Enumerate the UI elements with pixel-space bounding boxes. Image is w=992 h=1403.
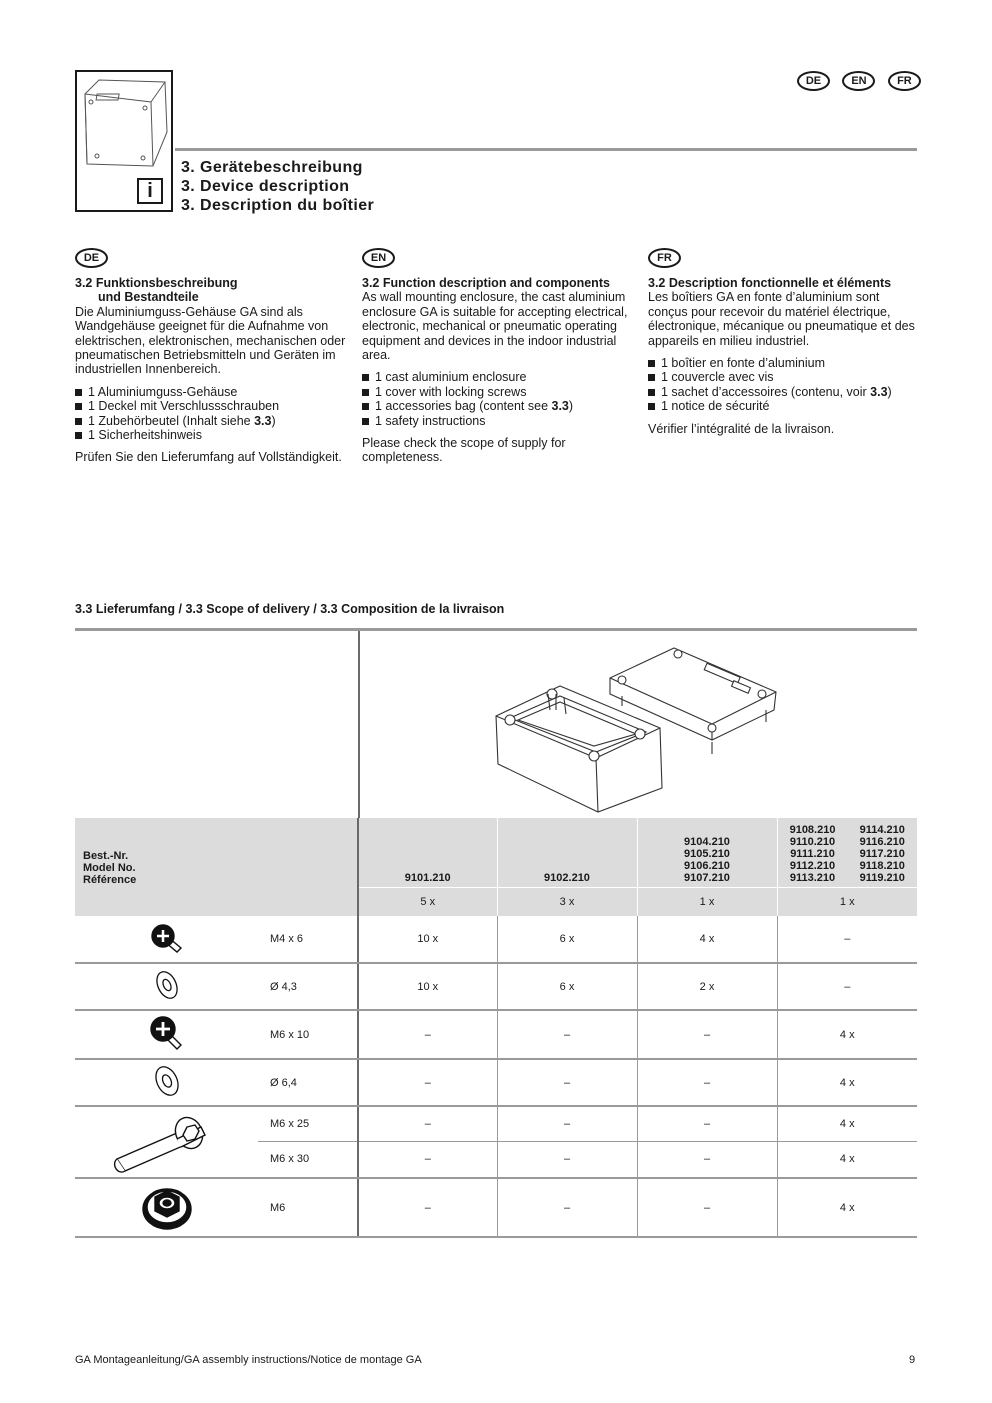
column-en	[362, 248, 634, 465]
footnote-fr: Vérifier l’intégralité de la livraison.	[648, 421, 835, 436]
list-item: 1 safety instructions	[362, 414, 634, 428]
model-code: 9114.210	[859, 824, 905, 836]
heading-line: und Bestandteile	[98, 290, 199, 305]
lang-badge-de: DE	[797, 71, 830, 91]
table-top-rule	[75, 628, 917, 631]
list-item: 1 sachet d’accessoires (contenu, voir 3.3)	[648, 385, 920, 399]
info-icon: i	[137, 178, 163, 204]
list-item: 1 boîtier en fonte d’aluminium	[648, 356, 920, 370]
qty-cell: 4 x	[777, 1010, 917, 1059]
lang-badge-fr: FR	[648, 248, 681, 268]
size-cell: M6 x 25	[258, 1106, 358, 1141]
model-codes-9108-9119	[777, 818, 917, 888]
qty-cell: –	[637, 1106, 777, 1141]
model-code: 9113.210	[789, 872, 836, 884]
screw-icon-cell	[75, 1010, 258, 1059]
section-heading-de	[75, 276, 347, 305]
qty-cell: –	[637, 1010, 777, 1059]
language-badges	[797, 71, 921, 91]
qty-cell: 4 x	[777, 1106, 917, 1141]
lang-badge-de: DE	[75, 248, 108, 268]
column-fr	[648, 248, 920, 436]
nut-icon-cell	[75, 1178, 258, 1237]
label-line: Model No.	[83, 862, 136, 874]
qty-cell: 4 x	[777, 1059, 917, 1106]
footnote-de: Prüfen Sie den Lieferumfang auf Vollständigkeit.	[75, 450, 342, 465]
table-row	[75, 1178, 917, 1237]
footnote-en: Please check the scope of supply for completeness.	[362, 436, 566, 465]
model-code: 9111.210	[790, 848, 835, 860]
qty-cell: 10 x	[358, 963, 497, 1010]
qty-cell: –	[358, 1141, 497, 1178]
size-cell: M6 x 30	[258, 1141, 358, 1178]
qty-cell: –	[497, 1059, 637, 1106]
flange-nut-icon	[135, 1179, 199, 1233]
table-row	[75, 1010, 917, 1059]
list-item: 1 accessories bag (content see 3.3)	[362, 399, 634, 413]
model-code: 9110.210	[789, 836, 836, 848]
qty-cell: 6 x	[497, 963, 637, 1010]
enclosure-qty: 3 x	[497, 888, 637, 917]
component-list-fr	[648, 356, 920, 414]
header-enclosure-image	[75, 70, 173, 212]
cap-screw-icon-cell	[75, 1106, 258, 1178]
model-code: 9108.210	[789, 824, 836, 836]
qty-cell: –	[637, 1178, 777, 1237]
image-row-divider	[358, 631, 360, 819]
size-cell: M6	[258, 1178, 358, 1237]
enclosure-qty: 5 x	[358, 888, 497, 917]
model-code: 9116.210	[859, 836, 905, 848]
model-code-9101: 9101.210	[358, 818, 497, 888]
model-code: 9107.210	[684, 872, 730, 884]
body-text-en: As wall mounting enclosure, the cast aluminium enclosure GA is suitable for accepting electrical, electronic, mechanical or pneumatic operating equipment and devices in the indoor industrial area.	[362, 290, 628, 363]
qty-cell: –	[358, 1010, 497, 1059]
size-cell: M6 x 10	[258, 1010, 358, 1059]
qty-cell: –	[777, 916, 917, 963]
qty-cell: 4 x	[777, 1141, 917, 1178]
component-list-en	[362, 370, 634, 428]
size-cell: M4 x 6	[258, 916, 358, 963]
lang-badge-en: EN	[842, 71, 875, 91]
size-cell: Ø 6,4	[258, 1059, 358, 1106]
qty-cell: –	[497, 1010, 637, 1059]
qty-cell: –	[497, 1141, 637, 1178]
model-number-labels	[75, 818, 358, 916]
washer-icon	[151, 968, 183, 1002]
page-title-en: 3. Device description	[181, 178, 350, 195]
qty-cell: –	[358, 1178, 497, 1237]
table-row	[75, 916, 917, 963]
washer-icon-cell	[75, 963, 258, 1010]
qty-cell: 4 x	[777, 1178, 917, 1237]
list-item: 1 couvercle avec vis	[648, 370, 920, 384]
table-header-row	[75, 818, 917, 888]
scope-section-title: 3.3 Lieferumfang / 3.3 Scope of delivery / 3.3 Composition de la livraison	[75, 602, 505, 616]
qty-cell: 2 x	[637, 963, 777, 1010]
qty-cell: 10 x	[358, 916, 497, 963]
qty-cell: –	[358, 1059, 497, 1106]
enclosure-and-cover-illustration	[490, 636, 790, 814]
qty-cell: –	[358, 1106, 497, 1141]
list-item: 1 Aluminiumguss-Gehäuse	[75, 385, 347, 399]
model-codes-9104-9107	[637, 818, 777, 888]
header-rule	[175, 148, 917, 151]
table-row	[75, 963, 917, 1010]
component-list-de	[75, 385, 347, 443]
model-code-9102: 9102.210	[497, 818, 637, 888]
heading-line: 3.2 Funktionsbeschreibung	[75, 276, 238, 290]
body-text-fr: Les boîtiers GA en fonte d’aluminium sont conçus pour recevoir du matériel électrique, électronique, mécanique ou pneumatique et des appareils en milieu industriel.	[648, 290, 915, 348]
list-item: 1 notice de sécurité	[648, 399, 920, 413]
body-text-de: Die Aluminiumguss-Gehäuse GA sind als Wandgehäuse geeignet für die Aufnahme von elektrischen, elektronischen, mechanischen oder pneumatischen Betriebsmitteln und Geräten im industriellen Innenbereich.	[75, 304, 346, 377]
qty-cell: –	[637, 1141, 777, 1178]
section-heading-en: 3.2 Function description and components	[362, 276, 610, 290]
qty-cell: –	[497, 1178, 637, 1237]
qty-cell: 4 x	[637, 916, 777, 963]
model-code: 9106.210	[684, 860, 730, 872]
section-heading-fr: 3.2 Description fonctionnelle et éléments	[648, 276, 892, 290]
model-code: 9118.210	[859, 860, 905, 872]
page-title-de: 3. Gerätebeschreibung	[181, 159, 363, 176]
cap-screw-icon	[107, 1109, 227, 1173]
lang-badge-en: EN	[362, 248, 395, 268]
washer-icon-cell	[75, 1059, 258, 1106]
list-item: 1 Deckel mit Verschlussschrauben	[75, 399, 347, 413]
page-number: 9	[909, 1354, 916, 1366]
list-item: 1 Sicherheitshinweis	[75, 428, 347, 442]
qty-cell: –	[777, 963, 917, 1010]
model-code: 9112.210	[789, 860, 836, 872]
screw-icon	[147, 918, 187, 958]
list-item: 1 Zubehörbeutel (Inhalt siehe 3.3)	[75, 414, 347, 428]
page-title-fr: 3. Description du boîtier	[181, 197, 375, 214]
qty-cell: –	[497, 1106, 637, 1141]
list-item: 1 cover with locking screws	[362, 385, 634, 399]
scope-of-delivery-table	[75, 818, 917, 1238]
enclosure-qty: 1 x	[637, 888, 777, 917]
model-code: 9119.210	[859, 872, 905, 884]
page-footer: GA Montageanleitung/GA assembly instructions/Notice de montage GA	[75, 1354, 422, 1366]
column-de	[75, 248, 347, 465]
table-row	[75, 1106, 917, 1141]
model-code: 9117.210	[859, 848, 905, 860]
model-code: 9105.210	[684, 848, 730, 860]
screw-icon	[147, 1011, 187, 1055]
qty-cell: 6 x	[497, 916, 637, 963]
qty-cell: –	[637, 1059, 777, 1106]
size-cell: Ø 4,3	[258, 963, 358, 1010]
list-item: 1 cast aluminium enclosure	[362, 370, 634, 384]
label-line: Référence	[83, 874, 137, 886]
lang-badge-fr: FR	[888, 71, 921, 91]
table-row	[75, 1059, 917, 1106]
enclosure-qty: 1 x	[777, 888, 917, 917]
washer-icon	[151, 1063, 183, 1099]
model-code: 9104.210	[684, 836, 730, 848]
label-line: Best.-Nr.	[83, 850, 129, 862]
screw-icon-cell	[75, 916, 258, 963]
